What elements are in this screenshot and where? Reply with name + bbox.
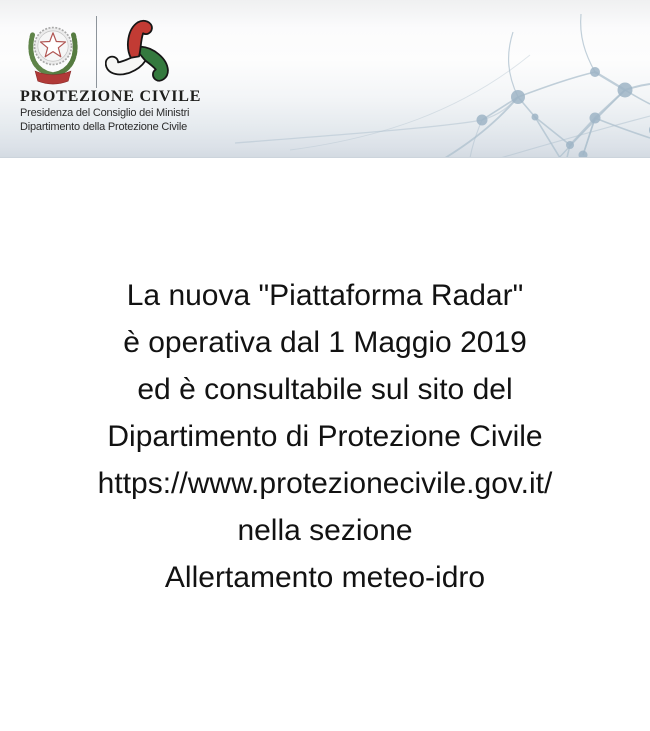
- header-brand-text: [20, 88, 201, 133]
- header-logos: [20, 10, 173, 92]
- header-banner: [0, 0, 650, 158]
- notice-line: La nuova "Piattaforma Radar": [126, 279, 524, 312]
- italian-republic-emblem-icon: [20, 13, 86, 91]
- notice-text-block: [0, 158, 650, 601]
- notice-url-text: https://www.protezionecivile.gov.it/: [97, 467, 553, 500]
- brand-subtitle-presidenza: Presidenza del Consiglio dei Ministri: [20, 107, 190, 119]
- protezione-civile-logo-icon: [105, 10, 173, 92]
- notice-line: ed è consultabile sul sito del: [137, 373, 513, 406]
- brand-subtitle-dipartimento: Dipartimento della Protezione Civile: [20, 120, 188, 133]
- notice-line: è operativa dal 1 Maggio 2019: [123, 326, 527, 359]
- network-decoration-graphic: [230, 0, 650, 158]
- notice-line: nella sezione: [237, 514, 413, 547]
- notice-line: Allertamento meteo-idro: [164, 561, 486, 594]
- notice-line: Dipartimento di Protezione Civile: [107, 420, 543, 453]
- logo-divider: [96, 16, 97, 88]
- brand-title: PROTEZIONE CIVILE: [20, 88, 202, 105]
